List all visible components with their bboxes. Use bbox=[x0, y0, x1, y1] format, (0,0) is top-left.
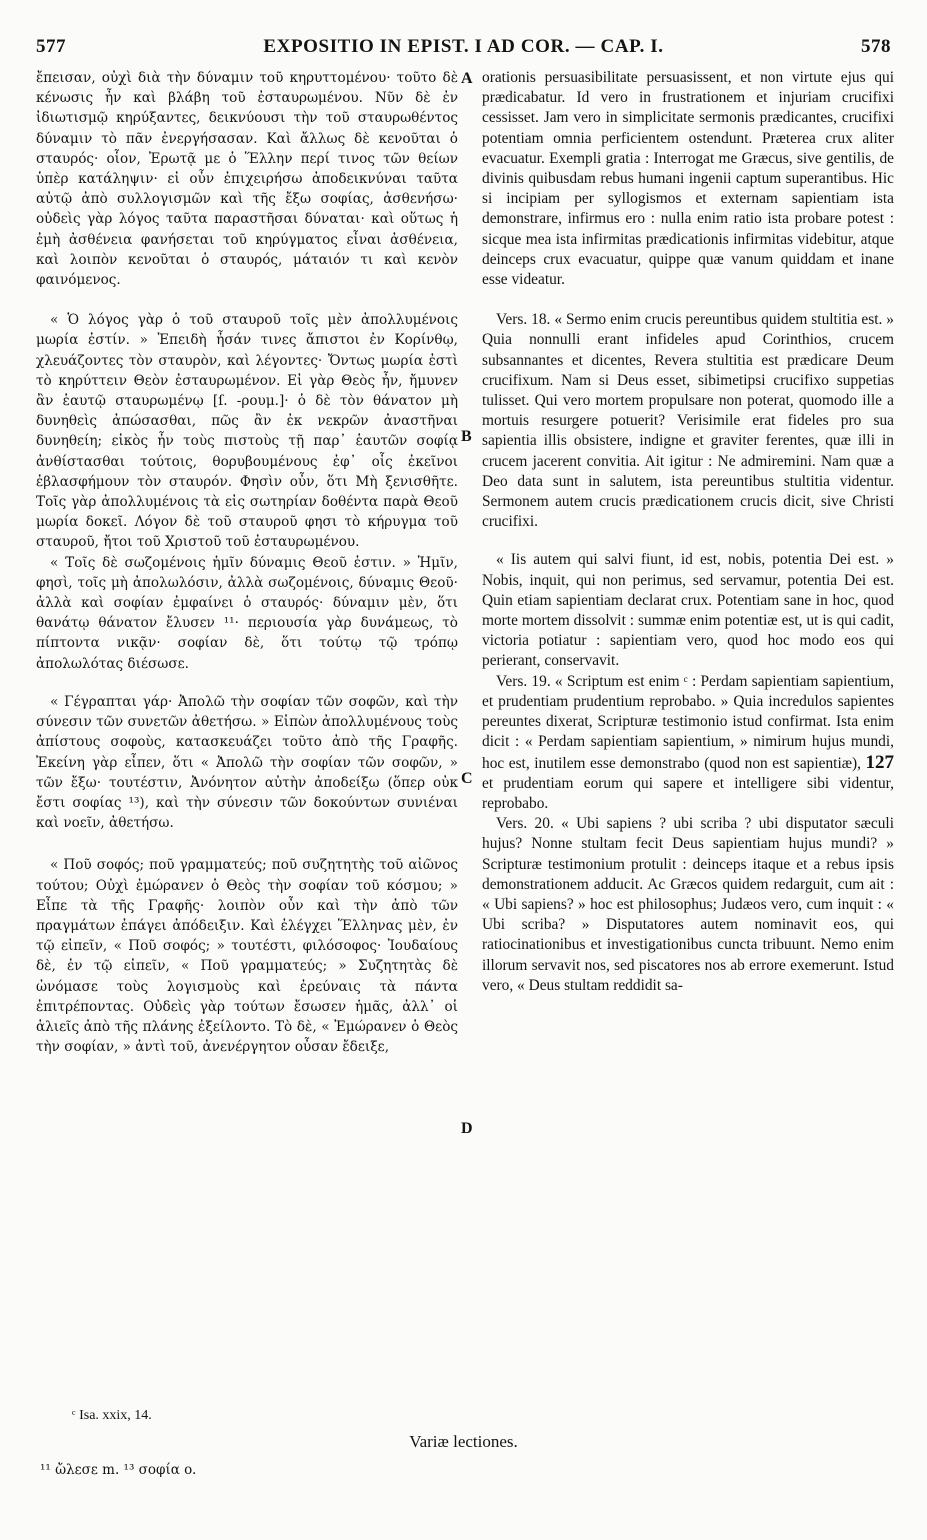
running-title: EXPOSITIO IN EPIST. I AD COR. — CAP. I. bbox=[263, 36, 664, 57]
section-marker-c: C bbox=[461, 770, 473, 787]
section-marker-a: A bbox=[461, 70, 473, 87]
greek-paragraph: « Τοῖς δὲ σωζομένοις ἡμῖν δύναμις Θεοῦ ἐστιν. » Ἡμῖν, φησὶ, τοῖς μὴ ἀπολωλόσιν, ἀλλὰ σωζομένοις, δύναμις Θεοῦ· ἀλλὰ καὶ σοφίαν ἐμφαίνει ὁ σταυρός· δύναμιν μὲν, ὅτι θανάτῳ θάνατον ἔλυσεν ¹¹· περιουσία γὰρ δυνάμεως, τὸ πίπτοντα νικᾷν· σοφίαν δὲ, ὅτι τούτῳ τῷ τρόπῳ ἀπολωλότας διέσωσε. bbox=[36, 554, 458, 672]
latin-text: Vers. 19. « Scriptum est enim ᶜ : Perdam sapientiam sapientium, et prudentiam prudentium reprobabo. » Quia incredulos sapientes pereuntes dixerat, Scripturæ testimonio istud confirmat. Ista enim dicit : « Perdam sapientiam sapientium, » nimirum hujus mundi, hoc est, inutilem esse demonstrabo (quod non est sapientiæ), bbox=[482, 672, 894, 772]
variant-readings: ¹¹ ὤλεσε m. ¹³ σοφία o. bbox=[40, 1462, 197, 1478]
greek-column bbox=[36, 68, 458, 1057]
latin-paragraph: Vers. 20. « Ubi sapiens ? ubi scriba ? ubi disputator sæculi hujus? Nonne stultam fecit Deus sapientiam hujus mundi? » Scripturæ testimonium protulit : deinceps itaque et a rebus ipsis demonstrationem adducit. Ac Græcos quidem redarguit, cum ait : « Ubi sapiens? » hoc est philosophus; Judæos vero, cum inquit : « Ubi scriba? » Disputatores autem nominavit eos, qui ratiocinationibus et investigationibus cuncta tribuunt. Nemo enim illorum servavit nos, sed piscatores nos ab errore exemerunt. Istud vero, « Deus stultam reddidit sa- bbox=[482, 815, 894, 994]
greek-paragraph: ἔπεισαν, οὐχὶ διὰ τὴν δύναμιν τοῦ κηρυττομένου· τοῦτο δὲ κένωσις ἦν καὶ βλάβη τοῦ ἐσταυρωμένου. Νῦν δὲ ἐν ἰδιωτισμῷ κηρύξαντες, δεικνύουσι τὴν τοῦ σταυρωθέντος δύναμιν τὸ πᾶν ἐνεργήσασαν. Καὶ ἄλλως δὲ κενοῦται ὁ σταυρός· οἷον, Ἐρωτᾷ με ὁ Ἕλλην περί τινος τῶν θείων ὑπὲρ κατάληψιν· εἰ οὖν ἐπιχειρήσω ἀποδεικνύναι ταῦτα αὐτῷ ἀπὸ συλλογισμῶν καὶ τῆς ἔξω σοφίας, ἀσθενήσω· οὐδεὶς γὰρ λόγος ταῦτα παραστῆσαι δύναται· καὶ οὕτως ἡ ἐμὴ ἀσθένεια φανήσεται τοῦ κηρύγματος εἶναι ἀσθένεια, καὶ λοιπὸν κενοῦται ὁ σταυρός, μάταιόν τι καὶ κενὸν φαινόμενος. bbox=[36, 70, 458, 289]
greek-paragraph: « Γέγραπται γάρ· Ἀπολῶ τὴν σοφίαν τῶν σοφῶν, καὶ τὴν σύνεσιν τῶν συνετῶν ἀθετήσω. » Εἰπὼν ἀπολλυμένους τοὺς ἀπίστους σοφοὺς, κατασκευάζει τοῦτο ἀπὸ τῆς Γραφῆς. Ἐκείνη γὰρ εἶπεν, ὅτι « Ἀπολῶ τὴν σοφίαν τῶν σοφῶν, » τῶν ἔξω· τουτέστιν, Ἀνόνητον αὐτὴν ἀποδείξω (ὅπερ οὐκ ἔστι σοφίας ¹³), καὶ τὴν σύνεσιν τῶν δοκούντων συνιέναι καὶ νοεῖν, ἀθετήσω. bbox=[36, 693, 458, 832]
greek-paragraph: « Ποῦ σοφός; ποῦ γραμματεύς; ποῦ συζητητὴς τοῦ αἰῶνος τούτου; Οὐχὶ ἐμώρανεν ὁ Θεὸς τὴν σοφίαν τοῦ κόσμου; » Εἶπε τὰ τῆς Γραφῆς· λοιπὸν οὖν καὶ τὴν ἀπὸ τῶν πραγμάτων ἐπάγει ἀπόδειξιν. Καὶ ἐλέγχει Ἕλληνας μὲν, ἐν τῷ εἰπεῖν, « Ποῦ σοφός; » τουτέστι, φιλόσοφος· Ἰουδαίους δὲ, ἐν τῷ εἰπεῖν, « Ποῦ γραμματεύς; » Συζητητὰς δὲ ὠνόμασε τοὺς λογισμοὺς καὶ ἐρεύναις τὰ πάντα ἐπιτρέποντας. Οὐδεὶς γὰρ τούτων ἔσωσεν ἡμᾶς, ἀλλ᾽ οἱ ἁλιεῖς ἀπὸ τῆς πλάνης ἐξείλοντο. Τὸ δὲ, « Ἐμώρανεν ὁ Θεὸς τὴν σοφίαν, » ἀντὶ τοῦ, ἀνενέργητον οὖσαν ἔδειξε, bbox=[36, 857, 458, 1056]
latin-column bbox=[482, 68, 894, 996]
page-number-right: 578 bbox=[861, 36, 891, 57]
latin-paragraph: orationis persuasibilitate persuasissent, et non virtute ejus qui prædicabatur. Id vero in frustrationem et injuriam crucifixi cessisset. Jam vero in simplicitate sermonis prædicantes, crucifixi potentiam omnia perficientem ostendunt. Præterea crux aliter evacuatur. Exempli gratia : Interrogat me Græcus, sive gentilis, de divinis quibusdam rebus humani ingenii captum superantibus. Hic si incipiam per syllogismos et externam sapientiam ista demonstrare, infirmus ero : nulla enim ratio ista probare potest : sicque mea ista infirmitas prædicationis infirmitas videbitur, atque deinceps crux evacuatur, quippe quæ vanum quiddam et inane esse videatur. bbox=[482, 69, 894, 289]
page-number-left: 577 bbox=[36, 36, 66, 57]
footnote: ᶜ Isa. xxix, 14. bbox=[72, 1408, 152, 1423]
page-header bbox=[36, 36, 891, 64]
section-marker-b: B bbox=[461, 428, 472, 445]
latin-paragraph: « Iis autem qui salvi fiunt, id est, nobis, potentia Dei est. » Nobis, inquit, qui non perimus, sed servamur, potentia Dei est. Quin etiam sapientiam declarat crux. Potentiam sane in hoc, quod morte mortem dissolvit : summæ enim potentiæ est, ut is qui cadit, victoria potiatur : sapientiam vero, quod hoc modo eos qui perierant, conservavit. bbox=[482, 551, 894, 670]
latin-paragraph bbox=[482, 672, 894, 814]
column-number: 127 bbox=[865, 751, 894, 773]
greek-paragraph: « Ὁ λόγος γὰρ ὁ τοῦ σταυροῦ τοῖς μὲν ἀπολλυμένοις μωρία ἐστίν. » Ἐπειδὴ ἦσάν τινες ἄπιστοι ἐν Κορίνθῳ, χλευάζοντες τὸν σταυρὸν, καὶ λέγοντες· Ὄντως μωρία ἐστὶ τὸ κηρύττειν Θεὸν ἐσταυρωμένον. Εἰ γὰρ Θεὸς ἦν, ἤμυνεν ἂν ἑαυτῷ σταυρωμένῳ [ſ. -ρουμ.]· ὁ δὲ τὸν θάνατον μὴ δυνηθεὶς ἀπώσασθαι, πῶς ἂν ἐκ νεκρῶν ἀναστῆναι δυνηθείη; εἰκὸς ἦν τοὺς πιστοὺς τῇ παρ᾽ ἑαυτῶν σοφίᾳ ἀνθίστασθαι τούτοις, θορυβουμένους ἐφ᾽ οἷς ἐκεῖνοι ἐβλασφήμουν τὸν σταυρόν. Φησὶν οὖν, ὅτι Μὴ ξενισθῆτε. Τοῖς γὰρ ἀπολλυμένοις τὰ εἰς σωτηρίαν δοθέντα παρὰ Θεοῦ μωρία δοκεῖ. Λόγον δὲ τοῦ σταυροῦ φησι τὸ κήρυγμα τοῦ σταυροῦ, ἤτοι τοῦ Χριστοῦ τοῦ ἐσταυρωμένου. bbox=[36, 312, 458, 551]
variae-lectiones-heading: Variæ lectiones. bbox=[409, 1432, 518, 1451]
latin-text: et prudentiam eorum qui sapere et intelligere sibi videntur, reprobabo. bbox=[482, 774, 894, 812]
latin-paragraph: Vers. 18. « Sermo enim crucis pereuntibus quidem stultitia est. » Quia nonnulli erant infideles apud Corinthios, crucem subsannantes et dicentes, Revera stultitia est prædicare Deum crucifixum. Nam si Deus esset, sibimetipsi crucifixo suppetias tulisset. Qui vero mortem propulsare non poterat, quomodo ille a mortuis resurgere potuerit? Verisimile erat fideles pro sua sapientia illis obsistere, indigne et graviter ferentes, quæ illi in crucem jacerent convitia. Ait igitur : Ne admiremini. Nam quæ a Deo data sunt in salutem, ista pereuntibus stultitia videntur. Sermonem autem crucis prædicationem crucis dicit, sive Christi crucifixi. bbox=[482, 311, 894, 531]
section-marker-d: D bbox=[461, 1120, 473, 1137]
